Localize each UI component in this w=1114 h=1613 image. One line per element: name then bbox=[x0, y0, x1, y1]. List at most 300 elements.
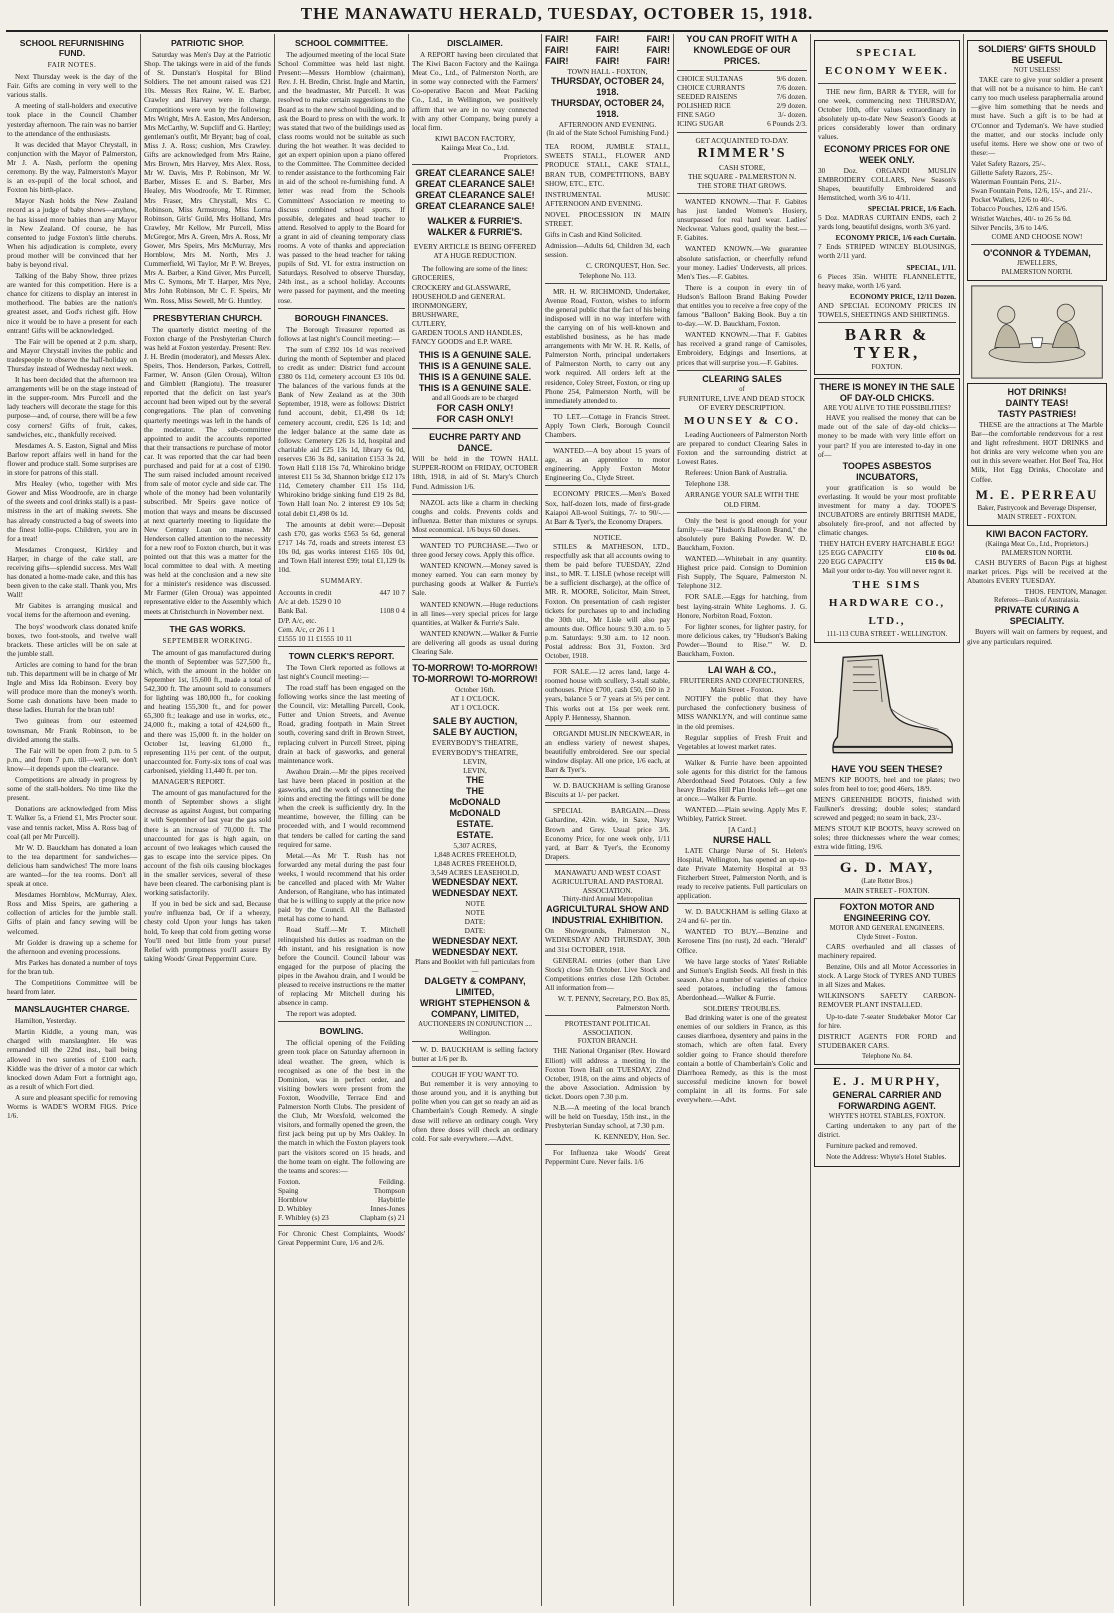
divider bbox=[545, 1015, 670, 1016]
paragraph: Road Staff.—Mr T. Mitchell relinquished his duties as roadman on the 4th instant, and his resignation is now before the Council. Council labour was engaged for the purpose of placing the pipes in the Awahou drain, and I would be pleased to receive instructions re the matter of replacing Mr Mitchell during his absence in camp. bbox=[278, 925, 405, 1008]
signature: W. T. PENNY, Secretary, P.O. Box 85, Palmerston North. bbox=[557, 993, 670, 1013]
advert-text: ARRANGE YOUR SALE WITH THE OLD FIRM. bbox=[684, 490, 800, 509]
acres: 1,848 ACRES FREEHOLD, bbox=[433, 849, 517, 859]
advert-text: Gifts in Cash and Kind Solicited. bbox=[545, 230, 642, 240]
advert-text: Baker, Pastrycook and Beverage Dispenser, bbox=[977, 504, 1097, 512]
classified: WANTED.—Plain sewing. Apply Mrs F. Whibley, Patrick Street. bbox=[677, 805, 807, 824]
paragraph: Hamilton, Yesterday. bbox=[15, 1016, 77, 1026]
association: MANAWATU AND WEST COAST AGRICULTURAL AND PASTORAL ASSOCIATION. bbox=[551, 867, 664, 896]
divider bbox=[412, 164, 538, 165]
column-6 bbox=[674, 34, 810, 1606]
classified: We have large stocks of Yates' Reliable and Sutton's English Seeds. All fresh in this season. Also a number of varieties of choice seed potatoes, including the famous Aberdonhead.—Walker & Furrie. bbox=[677, 956, 807, 1002]
classified: WANTED.—Whitebait in any quantity. Highest price paid. Consign to Dominion Fish Supply, The Square, Palmerston N. Telephone 312. bbox=[677, 554, 807, 591]
list-item: FANCY GOODS and E.P. WARE. bbox=[412, 337, 513, 347]
perreau-title: M. E. PERREAU bbox=[975, 486, 1099, 502]
motor-title: FOXTON MOTOR AND ENGINEERING COY. bbox=[839, 901, 935, 923]
summary-heading: SUMMARY. bbox=[320, 576, 363, 586]
advert-text: The following are some of the lines: bbox=[422, 264, 528, 274]
euchre-heading: EUCHRE PARTY AND DANCE. bbox=[429, 432, 521, 454]
classified: WANTED KNOWN.—Money saved is money earned. You can earn money by purchasing goods at Walker & Furrie's Sale. bbox=[412, 561, 538, 598]
divider bbox=[545, 1144, 670, 1145]
estate-title: ESTATE. bbox=[456, 818, 494, 829]
town-name: FOXTON. bbox=[871, 362, 903, 372]
fair-date: THURSDAY, OCTOBER 24, 1918. bbox=[550, 76, 665, 98]
clearance-banner: GREAT CLEARANCE SALE! bbox=[415, 190, 535, 201]
sims-title: THE SIMS HARDWARE CO., LTD., bbox=[828, 578, 946, 627]
boot-item: MEN'S KIP BOOTS, heel and toe plates; two soles from heel to toe; good 46ers, 18/9. bbox=[814, 774, 960, 793]
advert-text: Plans and Booklet with full particulars from— bbox=[415, 958, 535, 975]
economy-item: 7 Ends STRIPED WINCEY BLOUSINGS, worth 2/11 yard. bbox=[818, 242, 956, 261]
list-item: Pocket Wallets, 12/6 to 40/-. bbox=[971, 195, 1054, 205]
tasty-pastries: TASTY PASTRIES! bbox=[997, 408, 1077, 419]
stalls: TEA ROOM, JUMBLE STALL, SWEETS STALL, FLOWER AND PRODUCE STALL, CAKE STALL, BRAN TUB, COMPETITIONS, BABY SHOW, ETC., ETC. bbox=[545, 142, 670, 188]
toopes-title: TOOPES ASBESTOS INCUBATORS, bbox=[842, 460, 932, 482]
bowling-scores bbox=[278, 1177, 405, 1222]
gifts-heading: SOLDIERS' GIFTS SHOULD BE USEFUL bbox=[978, 44, 1096, 65]
masthead: THE MANAWATU HERALD, TUESDAY, OCTOBER 15, 1918. bbox=[300, 4, 814, 23]
summary-table bbox=[278, 588, 405, 643]
article-body bbox=[144, 325, 271, 616]
paragraph: Talking of the Baby Show, three prizes are wanted for this competition. Here is a chance for citizens to display an interest in motherhood. The babies are the nation's greatest asset, and God's richest gift. How nice it would be to have a present for each entrant! Gifts will be acknowledged. bbox=[7, 271, 137, 335]
economy-price: SPECIAL, 1/11. bbox=[906, 262, 956, 272]
fair-date: THURSDAY, OCTOBER 24, 1918. bbox=[550, 98, 665, 120]
foxton-motor-ad bbox=[814, 898, 960, 1065]
signature: Kaiinga Meat Co., Ltd. bbox=[441, 142, 509, 152]
article-body bbox=[278, 1038, 405, 1174]
venue: LEVIN, bbox=[463, 765, 487, 775]
subheadline: SEPTEMBER WORKING. bbox=[162, 635, 253, 645]
advert-text: (Kaiinga Meat Co., Ltd., Proprietors.) bbox=[985, 540, 1089, 548]
economy-price: SPECIAL PRICE, 1/6 Each. bbox=[867, 203, 956, 213]
classified: WANTED KNOWN.—Walker & Furrie are delivering all goods as usual during Clearing Sale. bbox=[412, 628, 538, 657]
column-3 bbox=[275, 34, 408, 1606]
agent-name: WRIGHT STEPHENSON & COMPANY, LIMITED, bbox=[419, 997, 530, 1019]
divider bbox=[677, 193, 807, 194]
mounsey-title: MOUNSEY & CO. bbox=[684, 414, 800, 427]
summary-row: Bank Bal. 1108 0 4 bbox=[278, 606, 405, 616]
headline: PATRIOTIC SHOP. bbox=[170, 38, 245, 48]
boot-item: MEN'S GREENHIDE BOOTS, finished with Faulkner's dressing; double soles; standard screwed and pegged; no seam in back, 23/-. bbox=[814, 794, 960, 823]
classified: W. D. BAUCKHAM is selling Glaxo at 2/4 and 6/- per tin. bbox=[677, 907, 807, 926]
advert-text: NOT USELESS! bbox=[1013, 67, 1061, 74]
column-4 bbox=[409, 34, 541, 1606]
acres: 1,848 ACRES FREEHOLD, bbox=[433, 858, 517, 868]
tomorrow-banner: TO-MORROW! TO-MORROW! bbox=[412, 663, 538, 674]
classified: WANTED KNOWN.—Huge reductions in all lines—very special prices for large quantities, at Walker & Furrie's Sale. bbox=[412, 599, 538, 627]
fair-banner: FAIR! FAIR! FAIR! bbox=[545, 45, 670, 55]
advert-text: Up-to-date 7-seater Studebaker Motor Car for hire. bbox=[818, 1011, 956, 1030]
address: MAIN STREET - FOXTON. bbox=[844, 885, 930, 895]
divider bbox=[677, 512, 807, 513]
classified: WANTED KNOWN.—That F. Gabites has received a grand range of Camisoles, Embroidery, Edgings and Insertions, at prices that will surprise you.—F. Gabites. bbox=[677, 330, 807, 367]
economy-items bbox=[818, 166, 956, 301]
rimmer-title: RIMMER'S bbox=[697, 145, 787, 161]
paragraph: A sure and pleasant specific for removing Worms is WADE'S WORM FIGS. Price 1/6. bbox=[7, 1092, 137, 1121]
paragraph: Mr Golder is drawing up a scheme for the afternoon and evening processions. bbox=[7, 937, 137, 956]
advert-text: FRUITERERS AND CONFECTIONERS, bbox=[679, 676, 805, 686]
advert-text: LATE Charge Nurse of St. Helen's Hospital, Wellington, has opened an up-to-date Private Maternity Hospital at 93 Fitzherbert Street, Palmerston North, and is ready to receive patients. Full particulars on application. bbox=[677, 845, 807, 901]
paragraph: Mesdames Cronquest, Kirkley and Harper, in charge of the cake stall, are receiving gifts—splendid success. Mrs Wall has donated a home-made cake, and this has been given to the cake stall. Thank you, Mrs Wall! bbox=[7, 544, 137, 600]
advert-text: THESE are the attractions at The Marble Bar—the comfortable rendezvous for a rest and light refreshment. HOT DRINKS and hot drinks are very welcome when you are out in this severe weather. Hot Beef Tea, Hot Milk, Hot Egg Drinks, Chocolate and Coffee. bbox=[971, 419, 1103, 484]
paragraph: It has been decided that the afternoon tea arrangements will be on the stage instead of in the supper-room. Mrs Purcell and the lady teachers will decorate the stage for this purpose—and, of course, there will be a few cosy corners! Gifts of fruit, cakes, sandwiches, etc., thankfully received. bbox=[7, 375, 137, 439]
article-body bbox=[7, 1016, 137, 1120]
divider bbox=[545, 485, 670, 486]
telephone: Telephone 138. bbox=[685, 479, 730, 489]
agent-name: DALGETY & COMPANY, LIMITED, bbox=[424, 975, 526, 997]
advert-text: NOVEL PROCESSION IN MAIN STREET. bbox=[545, 209, 670, 229]
economy-price: ECONOMY PRICE, 12/11 Dozen. bbox=[849, 291, 956, 301]
classified: There is a coupon in every tin of Hudson's Balloon Brand Baking Powder that entitles you to receive a free copy of the famous "Balloon" Baking Book. Buy a tin to-day.—W. D. Bauckham, Foxton. bbox=[677, 282, 807, 329]
advert-text: Thirty-third Annual Metropolitan bbox=[562, 896, 653, 904]
column-7 bbox=[811, 34, 963, 1606]
classified: WANTED KNOWN.—That F. Gabites has just landed Women's Hosiery, unsurpassed for real hard wear. Ladies' Neckwear. Values good, quality the best.—F. Gabites. bbox=[677, 196, 807, 243]
signature: THOS. FENTON, Manager. bbox=[1024, 587, 1107, 597]
column-8 bbox=[964, 34, 1110, 1606]
list-item: Tobacco Pouches, 12/6 and 15/6. bbox=[971, 204, 1068, 214]
column-5 bbox=[542, 34, 673, 1606]
article-body bbox=[278, 325, 405, 575]
clearance-banner: GREAT CLEARANCE SALE! bbox=[415, 201, 535, 212]
paragraph: Mrs Parkes has donated a number of toys for the bran tub. bbox=[7, 957, 137, 976]
paragraph: Saturday was Men's Day at the Patriotic Shop. The takings were in aid of the funds of St. Dunstan's Hospital for Blind Soldiers. The net amount raised was £21 10s. Messrs Rex Raine, W. E. Barber, Crawley and Harvey were in charge. Competitions were won by the following: Mrs Wright, Mrs A. Easton, Mrs Anderson, Mrs McCarthy, W. Supcliff and G. Hartley; gentleman's outfit, Mr Bryant; bag of coal, Miss J. A. Ross; cushion, Mrs Crawley. Gifts are acknowledged from Mrs Raine, Mrs Brown, Mrs Harvey, Mrs Alex. Ross, Mr W. Davis, Mrs P. Robinson, Mr W. Barber, Misses E. and S. Barber, Mrs Healey, Mrs Woodroofe, Mr T. Rimmer, Mrs Fraser, Mrs Chrystall, Mrs C. Robinson, Miss Armstrong, Miss Lorna Robinson, Girls' Guild, Mrs Holland, Mrs Crawley, Mr Kellow, Mr Purcell, Miss McGregor, Mrs A. Green, Mrs A. Ross, Mr Gower, Mrs Speirs, Mrs McMurray, Mrs Hornblow, Mrs M. North, Mrs J. Cummerfield, Wi Taylor, Mr P. W. Breyes, Mrs A. Barber, a Kind Giver, Mrs Purcell, Mrs C. Symons, Mr T. Harper, Mrs Nye, Mrs John Robinson, Mr C. F. Speirs, Mr Wm. Ross, Miss Sewell, Mr G. Huntley. bbox=[144, 50, 271, 305]
meeting-text: THE National Organiser (Rev. Howard Elliott) will address a meeting in the Foxton Town Hall on TUESDAY, 22nd October, 1918, on the aims and objects of the above Association. Admission by ticket. Doors open 7.30 p.m. bbox=[545, 1046, 670, 1101]
paragraph: MANAGER'S REPORT. bbox=[152, 777, 225, 787]
classified: WANTED KNOWN.—We guarantee absolute satisfaction, or cheerfully refund your money. Ladies' Undervests, all prices. Men's Ties.—F. Gabites. bbox=[677, 244, 807, 281]
classified: WANTED.—A boy about 15 years of age, as an apprentice to motor engineering. Apply Foxton Motor Engineering Co., Clyde Street. bbox=[545, 446, 670, 483]
divider bbox=[545, 802, 670, 803]
divider bbox=[677, 70, 807, 71]
bowling-row: Hornblow Haybittle bbox=[278, 1194, 405, 1204]
headline: MANSLAUGHTER CHARGE. bbox=[14, 1004, 130, 1015]
date: October 16th. bbox=[454, 685, 496, 695]
paragraph: Mesdames Hornblow, McMurray, Alex. Ross and Miss Speirs, are gathering a collection of articles for the jumble stall. Gifts of plain and fancy sewing will be welcomed. bbox=[7, 890, 137, 936]
signature: KIWI BACON FACTORY, bbox=[434, 133, 516, 143]
advert-text: CASH BUYERS of Bacon Pigs at highest market prices. Pigs will be received at the Abattoirs EVERY TUESDAY. bbox=[967, 558, 1107, 586]
profit-heading: YOU CAN PROFIT WITH A KNOWLEDGE OF OUR PRICES. bbox=[686, 34, 798, 66]
divider bbox=[144, 308, 271, 309]
paragraph: Competitions are already in progress by some of the stall-holders. No time like the present. bbox=[7, 775, 137, 803]
advert-text: THE new firm, BARR & TYER, will for one week, commencing next THURSDAY, October 10th, offer values extraordinary in absolutely up-to-date New Season's Goods at prices considerably lower than ordinary values. bbox=[818, 87, 956, 142]
divider bbox=[278, 1225, 405, 1226]
show-heading: AGRICULTURAL SHOW AND INDUSTRIAL EXHIBITION. bbox=[546, 904, 669, 926]
divider bbox=[545, 777, 670, 778]
list-item: HOUSEHOLD and GENERAL IRONMONGERY, bbox=[412, 291, 505, 310]
advert-text: Note the Address: Whyte's Hotel Stables. bbox=[826, 1152, 947, 1162]
advert-text: AUCTIONEERS IN CONJUNCTION .... Wellington. bbox=[418, 1020, 532, 1037]
advert-text: CASH STORE, bbox=[718, 162, 766, 172]
headline: SCHOOL REFURNISHING FUND. bbox=[19, 38, 125, 58]
divider bbox=[545, 408, 670, 409]
divider bbox=[814, 855, 960, 856]
classified: W. D. BAUCKHAM is selling factory butter at 1/6 per lb. bbox=[412, 1044, 538, 1063]
headline: PRESBYTERIAN CHURCH. bbox=[152, 312, 263, 323]
advert-text: your gratification is so would be everlasting. It would be your most profitable investment for many a day. TOOPE'S INCUBATORS are entirely BRITISH MADE, absolutely fire-proof, and not affected by climatic changes. bbox=[818, 482, 956, 538]
euchre-text: Will be held in the TOWN HALL SUPPER-ROOM on FRIDAY, OCTOBER 18th, 1918, in aid of St. Mary's Church Fund. Admission 1/6. bbox=[412, 454, 538, 491]
price-row: CHOICE SULTANAS 9/6 dozen. bbox=[677, 74, 807, 83]
venue: TOWN HALL - FOXTON, bbox=[567, 67, 648, 76]
boot-illustration-icon bbox=[814, 646, 960, 764]
paragraph: The adjourned meeting of the local State School Committee was held last night. Present:—Messrs Hornblow (chairman), Rev. J. H. Bredin, Christ. Ingle and Martin, and the headmaster, Mr Purcell. It was resolved to make certain suggestions to the Board as to the new school building, and to ask the Board to press on with the work. It was stated that two of the buildings used as class rooms would not be suitable as such during the hot weather. It was decided to get an expert opinion upon a piano offered to the Committee. The Committee decided to render assistance to the forthcoming Fair in aid of the school re-furnishing fund. A letter was read from the Schools Committees' Association re meeting to discuss combined school sports. If possible, delegates and head teacher to attend. Resolved to apply to the Board for a grant in aid of cleaning temporary class rooms. A vote of thanks and appreciation was passed to the head teacher for taking pupils of Std. VI. for extra instruction on Saturdays. Resolved to observe Thursday, 24th inst., as a school holiday. Accounts were passed for payment, and the meeting rose. bbox=[278, 50, 405, 305]
advert-text: EVERY ARTICLE IS BEING OFFERED AT A HUGE REDUCTION. bbox=[413, 242, 537, 261]
advert-text: INSTRUMENTAL MUSIC AFTERNOON AND EVENING. bbox=[545, 189, 670, 208]
laiwah-title: LAI WAH & CO., bbox=[708, 665, 776, 676]
divider bbox=[545, 864, 670, 865]
meeting-text: N.B.—A meeting of the local branch will be held on Tuesday, 15th inst., in the Presbyterian Sunday school, at 7.30 p.m. bbox=[545, 1103, 670, 1131]
genuine-banner: THIS IS A GENUINE SALE. bbox=[418, 383, 532, 394]
advert: NAZOL acts like a charm in checking coughs and colds. Prevents colds and influenza. Better than mixtures or syrups. Most economical. 1/6 buys 60 doses. bbox=[412, 497, 538, 534]
advert: Bad drinking water is one of the greatest enemies of our soldiers in France, as this causes diarrhoea, dysentery and pains in the stomach, which are often fatal. Every soldier going to France should therefore contain a bottle of Chamberlain's Colic and Diarrhoea Remedy, as this is the most successful medicine known for bowel complaint in all its forms. For sale everywhere.—Advt. bbox=[677, 1013, 807, 1104]
advert-text: JEWELLERS, bbox=[1017, 259, 1057, 267]
genuine-banner: THIS IS A GENUINE SALE. bbox=[418, 372, 532, 383]
economy-item: 6 Pieces 35in. WHITE FLANNELETTE, heavy make, worth 1/6 yard. bbox=[818, 271, 956, 290]
bowling-row: Spaing Thompson bbox=[278, 1185, 405, 1195]
economy-subheading: ECONOMY PRICES FOR ONE WEEK ONLY. bbox=[824, 143, 950, 165]
private-curing: PRIVATE CURING A SPECIALITY. bbox=[994, 605, 1080, 627]
advert-text: of bbox=[739, 385, 745, 393]
divider bbox=[144, 619, 271, 620]
list-item: CROCKERY and GLASSWARE, bbox=[412, 282, 511, 292]
price-list bbox=[677, 74, 807, 129]
advert-text: and all Goods are to be charged bbox=[432, 395, 518, 403]
paragraph: Mesdames A. S. Easton, Signal and Miss Barlow report affairs well in hand for the flower and produce stall. Some surprises are in store for patrons of this stall. bbox=[7, 440, 137, 478]
classified: Walker & Furrie have been appointed sole agents for this district for the famous Aberdonhead Seed Potatoes. Only a few heavy Brades Hill Plan Hooks left—get one at once.—Walker & Furrie. bbox=[677, 757, 807, 804]
paragraph: The Competitions Committee will be heard from later. bbox=[7, 978, 137, 997]
paragraph: The amounts at debit were:—Deposit cash £70, gas works £563 5s 6d, general £717 14s 7d, roads and streets interest £3 10s 0d, gas works interest £165 10s 0d, and Town Hall interest £99; total £1,129 0s 10d. bbox=[278, 519, 405, 575]
economy-price: ECONOMY PRICE, 1/6 each Curtain. bbox=[835, 233, 956, 243]
chicks-heading: THERE IS MONEY IN THE SALE OF DAY-OLD CHICKS. bbox=[819, 382, 955, 404]
advert-text: TAKE care to give your soldier a present that will not be a nuisance to him. He can't carry too much useless paraphernalia around—give him something that he needs and must have. Such a gift is to be had at O'Connor and Tydeman's. We have studied the matter, and our stocks include only useful items. Here we show one or two of these:— bbox=[971, 75, 1103, 157]
paragraph: The boys' woodwork class donated knife boxes, two foot-stools, and twelve wall brackets. These articles will be on sale at the jumble stall. bbox=[7, 621, 137, 658]
advert-text: Benzine, Oils and all Motor Accessories in stock. A Large Stock of TYRES AND TUBES in all Sizes and Makes. bbox=[818, 962, 956, 990]
paragraph: Martin Kiddle, a young man, was charged with manslaughter. He was remanded till the 22nd inst., bail being allowed in two sureties of £100 each. Kiddle was the driver of a motor car which knocked down Adam Fort a fortnight ago, as a result of which Fort died. bbox=[7, 1027, 137, 1091]
classified: FOR SALE.—12 acres land, large 4-roomed house with scullery, 3-stall stable, outhouses. Price £700, cash £50, £60 in 2 years, balance 5 or 7 years at 5½ per cent. This works out at 15s per week rent. Apply P. Hennessy, Shannon. bbox=[545, 667, 670, 722]
subheadline: FAIR NOTES. bbox=[47, 60, 97, 69]
classified: FOR SALE.—Eggs for hatching, from best laying-strain White Leghorns. J. G. Honore, Norbiton Road, Foxton. bbox=[677, 592, 807, 620]
barr-tyer-ad bbox=[814, 40, 960, 375]
cash-banner: FOR CASH ONLY! bbox=[436, 403, 514, 414]
paragraph: Articles are coming to hand for the bran tub. This department will be in charge of Mr Ingle and Miss Ida Robinson. Every boy will produce more than the money's worth. Some cash donations have been made to these ladies. Hurrah for the bran tub! bbox=[7, 659, 137, 715]
advert-text: MOTOR AND GENERAL ENGINEERS. bbox=[829, 924, 945, 932]
paragraph: Next Thursday week is the day of the Fair. Gifts are coming in very well to the various stalls. bbox=[7, 72, 137, 100]
address: PALMERSTON NORTH. bbox=[1001, 268, 1073, 276]
lines-list bbox=[412, 273, 538, 346]
incubator-ad bbox=[814, 378, 960, 643]
estate-title: McDONALD bbox=[449, 807, 501, 818]
list-item: Waterman Fountain Pens, 21/-. bbox=[971, 177, 1062, 187]
advert-text: Regular supplies of Fresh Fruit and Vegetables at lowest market rates. bbox=[677, 732, 807, 751]
paragraph: Mrs Healey (who, together with Mrs Gower and Miss Woodroofe, are in charge of the sweets and cool drinks stall) is a past-mistress in the art of making sweets. She has already constructed a bag of sweets into the finest lollie-pops. Children, you are in for a treat! bbox=[7, 479, 137, 543]
wednesday-banner: WEDNESDAY NEXT. bbox=[432, 877, 518, 888]
paragraph: Mr Gabites is arranging musical and vocal items for the afternoon and evening. bbox=[7, 601, 137, 620]
wednesday-banner: WEDNESDAY NEXT. bbox=[432, 946, 518, 957]
address: MAIN STREET - FOXTON. bbox=[997, 513, 1077, 521]
headline: TOWN CLERK'S REPORT. bbox=[288, 650, 395, 661]
venue: EVERYBODY'S THEATRE, bbox=[432, 747, 518, 757]
clearance-banner: GREAT CLEARANCE SALE! bbox=[415, 179, 535, 190]
bowling-row: F. Whibley (s) 23 Clapham (s) 21 bbox=[278, 1213, 405, 1223]
time: AT 1 O'CLOCK. bbox=[450, 694, 500, 704]
advert-text: Referees—Bank of Australasia. bbox=[994, 597, 1080, 605]
bowling-row: D. Whibley Innes-Jones bbox=[278, 1204, 405, 1214]
auction-banner: SALE BY AUCTION, bbox=[432, 716, 518, 727]
nurse-title: NURSE HALL bbox=[713, 834, 771, 845]
walker-furrie-banner: WALKER & FURRIE'S. bbox=[427, 216, 523, 227]
clearing-heading: CLEARING SALES bbox=[702, 373, 782, 384]
oconnor-title: O'CONNOR & TYDEMAN, bbox=[983, 247, 1091, 258]
advert-text: NOTIFY the public that they have purchased the confectionery business of MISS WANKLYN, and will continue same in the old premises. bbox=[677, 694, 807, 731]
divider bbox=[677, 903, 807, 904]
paragraph: Mayor Nash holds the New Zealand record as a judge of baby shows—anyhow, he has kissed more babies than any Mayor in New Zealand. Of course, he has consented to judge Foxton's little cherubs. When his adjudication is complete, every proud mother will be convinced that her baby is beyond rival. bbox=[7, 196, 137, 269]
paragraph: The Fair will be open from 2 p.m. to 5 p.m., and from 7 p.m. till—well, we don't know—it depends upon the clearance. bbox=[7, 745, 137, 773]
list-item: Wristlet Watches, 40/- to 26 5s 0d. bbox=[971, 213, 1072, 223]
walker-furrie-banner: WALKER & FURRIE'S. bbox=[427, 227, 523, 238]
divider bbox=[677, 370, 807, 371]
fair-banner: FAIR! FAIR! FAIR! bbox=[545, 56, 670, 66]
paragraph: The official opening of the Feilding green took place on Saturday afternoon in ideal weather. The green, which is recognised as one of the best in the Dominion, was in perfect order, and visiting bowlers were present from the Foxton, Woodville, Terrace End and Palmerston North Clubs. The president of the Club, Mr Worsfold, welcomed the visitors, and formally opened the green, the first jack being put up by Mrs Oakley. In the match in which the Foxton players took part the visitors scored on 15 heads, and the home team on eight. The following are the teams and scores:— bbox=[278, 1038, 405, 1175]
paragraph: Awahou Drain.—Mr the pipes received last have been placed in position at the gasworks, and the work of connecting the joints and erecting the fittings will be done when the creek is sufficiently dry. In the meantime, however, the filling can be proceeded with, and I would recommend that tenders be called for carting the sand required for same. bbox=[278, 766, 405, 849]
list-item: GROCERIES, bbox=[412, 273, 455, 283]
article-body bbox=[144, 648, 271, 963]
list-item: Valet Safety Razors, 25/-. bbox=[971, 158, 1046, 168]
paragraph: It was decided that Mayor Chrystall, in conjunction with the Mayor of Palmerston, Mr J. A. Nash, perform the opening ceremony. By the way, Palmerston's Mayor is an ex-pupil of the local school, and Foxton his birth-place. bbox=[7, 139, 137, 195]
headline: SOLDIERS' TROUBLES. bbox=[703, 1004, 781, 1014]
card-label: [A Card.] bbox=[728, 825, 756, 835]
boot-item: MEN'S STOUT KIP BOOTS, heavy screwed on soles; three thicknesses where the wear comes; extra wide fitting, 19/6. bbox=[814, 824, 960, 852]
branch: FOXTON BRANCH. bbox=[577, 1038, 638, 1046]
acres: 3,549 ACRES LEASEHOLD, bbox=[431, 868, 519, 878]
headline: NOTICE. bbox=[593, 532, 622, 542]
list-item: Gillette Safety Razors, 25/-. bbox=[971, 168, 1053, 178]
summary-row: £1555 10 11 £1555 10 11 bbox=[278, 633, 353, 643]
paragraph: Metal.—As Mr T. Rush has not forwarded any metal during the past four weeks, I would recommend that his order be cancelled and placed with Mr Walter Anderson, of Rangitane, who has intimated that he is willing to supply at the price now paid by the Council. All the Ballasted metal has come to hand. bbox=[278, 850, 405, 924]
murphy-title: E. J. MURPHY, bbox=[833, 1074, 941, 1088]
bowling-row: Foxton. Feilding. bbox=[278, 1176, 405, 1186]
column-2 bbox=[141, 34, 274, 1606]
telephone: Telephone No. 113. bbox=[578, 270, 637, 280]
paragraph: The Town Clerk reported as follows at last night's Council meeting:— bbox=[278, 662, 405, 681]
divider bbox=[278, 646, 405, 647]
advert-text: Mail your order to-day. You will never regret it. bbox=[822, 567, 952, 575]
signature: Proprietors. bbox=[503, 152, 538, 162]
tomorrow-banner: TO-MORROW! TO-MORROW! bbox=[412, 674, 538, 685]
divider bbox=[278, 308, 405, 309]
summary-row: A/c at deb. 1529 0 10 bbox=[278, 597, 341, 607]
divider bbox=[545, 725, 670, 726]
summary-row: Cem. A/c, cr 26 1 1 bbox=[278, 624, 335, 634]
carrier-title: GENERAL CARRIER AND FORWARDING AGENT. bbox=[832, 1090, 942, 1111]
paragraph: If you in bed be sick and sad, Because you're influenza bad, Or if a wheezy, chesty cold Upon your lungs has taken hold, To keep that cold from getting worse You'll need but little from your purse! Relief with promptness you'll assure By taking Woods' Great Peppermint Cure. bbox=[144, 899, 271, 963]
paragraph: A meeting of stall-holders and executive took place in the Council Chamber yesterday afternoon. The rain was no barrier to the attendance of the enthusiasts. bbox=[7, 101, 137, 138]
summary-row: Accounts in credit 447 10 7 bbox=[278, 588, 405, 598]
divider bbox=[545, 529, 670, 530]
article-body bbox=[278, 50, 405, 305]
signature: K. KENNEDY, Hon. Sec. bbox=[594, 1132, 670, 1142]
address: Clyde Street - Foxton. bbox=[856, 933, 918, 941]
dainty-teas: DAINTY TEAS! bbox=[1005, 397, 1069, 408]
advert-text: CARS overhauled and all classes of machinery repaired. bbox=[818, 941, 956, 960]
classified: Only the best is good enough for your family—use "Hudson's Balloon Brand," the absolutely pure Baking Powder. W. D. Bauckham, Foxton. bbox=[677, 515, 807, 552]
capacity-row: 220 EGG CAPACITY £15 0s 0d. bbox=[818, 557, 956, 567]
divider bbox=[545, 283, 670, 284]
divider bbox=[818, 83, 956, 84]
price-row: SEEDED RAISENS 7/6 dozen. bbox=[677, 92, 807, 102]
classified: For lighter scones, for lighter pastry, for more delicious cakes, try "Hudson's Baking Powder—'Bound to Rise.'" W. D. Bauckham, Foxton. bbox=[677, 621, 807, 658]
signature: C. CRONQUEST, Hon. Sec. bbox=[586, 261, 670, 271]
list-item: Silver Pencils, 3/6 to 14/6. bbox=[971, 222, 1049, 232]
list-item: GARDEN TOOLS AND HANDLES, bbox=[412, 327, 523, 337]
divider bbox=[7, 999, 137, 1000]
paragraph: The amount of gas manufactured for the month of September shows a slight decrease as against August, but comparing it with September of last year the gas sold there is an increase of 70,000 ft. The unaccounted for gas is high again, on account of two leakages which caused the gas to escape into the service pipes. On account of the fish oils causing blockages in the smaller services, several of these have been cleared. The carbonising plant is working satisfactorily. bbox=[144, 788, 271, 898]
advert-text: Furniture packed and removed. bbox=[826, 1141, 918, 1151]
classified: ORGANDI MUSLIN NECKWEAR, in an endless variety of newest shapes, beautifully embroidered. See our special window display. All one price, 1/6 each, at Barr & Tyer's. bbox=[545, 728, 670, 775]
notice-text: STILES & MATHESON, LTD., respectfully ask that all accounts owing to them be paid before TUESDAY, 22nd inst., to MR. T. LISLE (whose receipt will be a sufficient discharge), at the office of MR. R. MOORE, Solicitor, Main Street, Foxton. On presentation of cash register tickets for purchases up to and including the 30th ult., Mr Lisle will also pay amounts due. Office hours: 9.30 a.m. to 5 p.m. Saturdays: 9.30 a.m. to 12 noon. Postal address: Box 31, Foxton. 3rd October, 1918. bbox=[545, 541, 670, 661]
advert-text: WILKINSON'S SAFETY CARBON-REMOVER PLANT INSTALLED. bbox=[818, 991, 956, 1010]
paragraph: Two guineas from our esteemed townsman, Mr Frank Robinson, to be divided among the stalls. bbox=[7, 716, 137, 744]
list-item: BRUSHWARE, bbox=[412, 309, 459, 319]
summary-row: D/P. A/c, etc. bbox=[278, 615, 317, 625]
advert-text: Carting undertaken to any part of the district. bbox=[818, 1121, 956, 1140]
auction-banner: SALE BY AUCTION, bbox=[432, 727, 518, 738]
advert-text: AND SPECIAL ECONOMY PRICES IN TOWELS, SHEETINGS AND SHIRTINGS. bbox=[818, 300, 956, 319]
tea-party-illustration-icon bbox=[967, 284, 1107, 380]
classified: MR. H. W. RICHMOND, Undertaker, Avenue Road, Foxton, wishes to inform the general public that the fact of his being indisposed will in no way interfere with the carrying on of his well-known and established business, as he has made arrangements with Mr W. H. R. Kells, of Palmerston North, principal undertakers of Palmerston North, to carry out any work required. All orders left at the residence, Coley Street, Foxton, or ring up Phone 254, Palmerston North, will be immediately attended to. bbox=[545, 286, 670, 405]
estate-title: THE bbox=[466, 785, 484, 796]
paragraph: The report was adopted. bbox=[286, 1009, 357, 1019]
genuine-banner: THIS IS A GENUINE SALE. bbox=[418, 350, 532, 361]
column-1 bbox=[4, 34, 140, 1606]
divider bbox=[412, 659, 538, 660]
advert-text: Admission—Adults 6d, Children 3d, each session. bbox=[545, 241, 670, 260]
article-body bbox=[278, 663, 405, 1019]
article-body bbox=[144, 50, 271, 305]
gift-list bbox=[971, 159, 1103, 232]
paragraph: The quarterly district meeting of the Foxton charge of the Presbyterian Church was held at Foxton yesterday. Present: Rev. J. H. Bredin (moderator), and Messrs Alex. Speirs, Thos. Henderson, Parkes, Cottrell, Farmer, W. Anson (Glen Oroua), Wilton and Gimblett (Rangiotu). The treasurer reported that the deficit on last year's account had been wiped out by the several congregations. The plan of convening quarterly meetings was left in the hands of the moderator. The sub-committee appointed to audit the accounts reported that their transactions re purchase of motor car. It was reported that the car had been purchased and paid for at a cost of £190. The sum raised included amount received from sale of motor cycle and side car. The whole of the money had been voluntarily subscribed. Mr Speirs gave notice of motion that ways and means be discussed at next quarterly meeting to liquidate the New Century Loan on manse. Mr Henderson called attention to the necessity for a new roof to Foxton church, but it was pointed out that this was a matter for the local committee to deal with. A meeting was held at the conclusion and a new site for a minister's residence was discussed. Mr Farmer (Glen Oroua) was appointed representative elder to the Assembly which meets at Christchurch in November next. bbox=[144, 324, 271, 616]
cash-banner: FOR CASH ONLY! bbox=[436, 414, 514, 425]
advert-text: (Late Retter Bros.) bbox=[861, 877, 913, 885]
classified: WANTED TO BUY.—Benzine and Kerosene Tins (no rust), 2d each. "Herald" Office. bbox=[677, 927, 807, 955]
estate-title: ESTATE. bbox=[456, 829, 494, 840]
disclaimer-text: A REPORT having been circulated that The Kiwi Bacon Factory and the Kaiinga Meat Co., Ltd., of Palmerston North, are in some way connected with the Farmers' Co-operative Bacon and Meat Packing Co., Ltd., in Wellington, we positively affirm that we are in no way connected with any other Company, being purely a local firm. bbox=[412, 50, 538, 132]
headline: BOROUGH FINANCES. bbox=[294, 312, 389, 323]
divider bbox=[818, 322, 956, 323]
economy-item: 30 Doz. ORGANDI MUSLIN EMBROIDERY COLLARS, New Season's Shapes, beautifully Embroidered and Hemstitched, worth 3/6 to 4/11. bbox=[818, 165, 956, 202]
price-row: ICING SUGAR 6 Pounds 2/3. bbox=[677, 119, 807, 129]
note: NOTE bbox=[465, 908, 485, 918]
masthead-rule bbox=[6, 30, 1108, 32]
acres: 5,307 ACRES, bbox=[453, 840, 497, 850]
advert-text: DISTRICT AGENTS FOR FORD and STUDEBAKER CARS. bbox=[818, 1031, 956, 1050]
divider bbox=[412, 1066, 538, 1067]
time: AT 1 O'CLOCK. bbox=[450, 703, 500, 713]
headline: SCHOOL COMMITTEE. bbox=[295, 38, 388, 48]
advert-text: Main Street - Foxton. bbox=[710, 685, 774, 695]
perreau-ad bbox=[967, 383, 1107, 526]
divider bbox=[412, 1041, 538, 1042]
oconnor-ad bbox=[967, 40, 1107, 281]
kiwi-title: KIWI BACON FACTORY. bbox=[985, 528, 1088, 539]
divider bbox=[971, 244, 1103, 245]
divider bbox=[412, 494, 538, 495]
show-entries: GENERAL entries (other than Live Stock) close 5th October. Live Stock and Competitions entries close 12th October. All information from— bbox=[545, 955, 670, 992]
wednesday-banner: WEDNESDAY NEXT. bbox=[432, 935, 518, 946]
paragraph: The sum of £392 10s 1d was received during the month of September and placed to credit as under: District fund account £380 0s 11d, cemetery account £3 10s 0d. The balances of the various funds at the Bank of New Zealand as at the 30th September, 1918, were as follows: District fund account, debit, £1,498 0s 1d; cemetery account, credit, £26 1s 1d; and the ledger balance at the same date as follows: Cemetery £26 1s 1d, hospital and charitable aid £25 13s 1d, library 6s 0d, reserves £36 3s 8d, sanitation £153 3s 2d, Town Hall £118 15s 7d, Whirokino bridge interest £11 5s 3d, Shannon bridge £12 17s 11d, Cemetery chamber £11 15s 11d, Whirokino bridge sinking fund £19 2s 8d, Town Hall loan No. 2 interest £9 10s 5d; total debit £1,498 0s 1d. bbox=[278, 344, 405, 518]
classified: WANTED TO PURCHASE.—Two or three good Jersey cows. Apply this office. bbox=[412, 541, 538, 560]
address: PALMERSTON NORTH. bbox=[1001, 549, 1073, 557]
boots-heading: HAVE YOU SEEN THESE? bbox=[831, 763, 943, 774]
paragraph: Mr W. D. Bauckham has donated a loan to the tea department for sandwiches—delicious ham sandwiches! The more loans are wanted—for the tea rooms. Don't all speak at once. bbox=[7, 842, 137, 889]
venue: LEVIN, bbox=[463, 756, 487, 766]
headline: BOWLING. bbox=[319, 1026, 364, 1037]
